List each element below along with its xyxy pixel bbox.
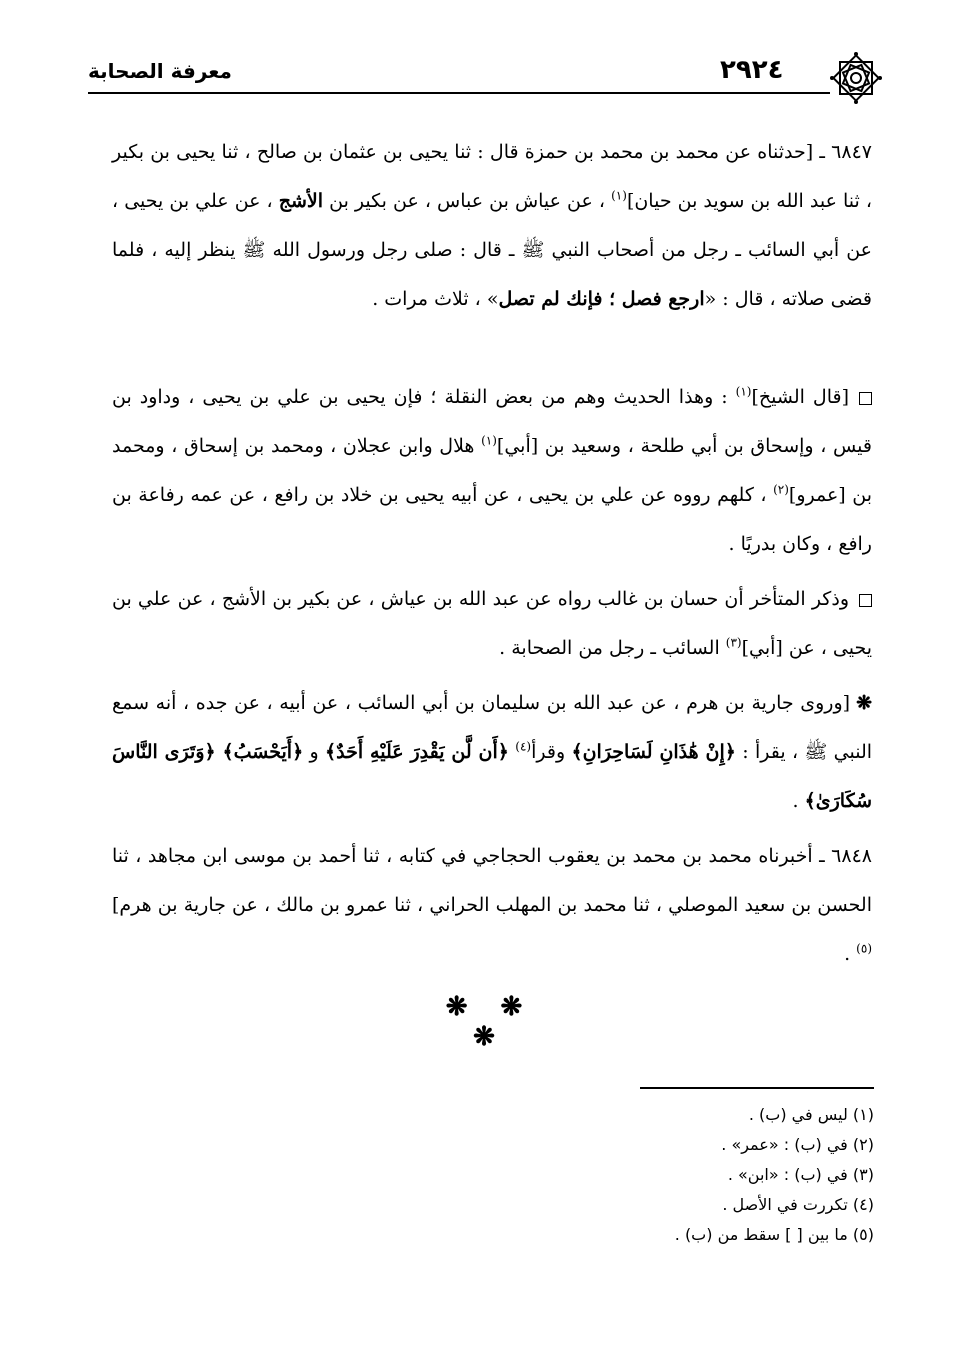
square-bullet-icon (859, 594, 872, 607)
sheikh-note (112, 373, 872, 569)
jariya-note-text-a: [وروى جارية بن هرم ، عن عبد الله بن سليمان بن أبي السائب ، عن أبيه ، عن جده ، أنه سمع النبي ﷺ ، يقرأ : (112, 692, 873, 763)
square-bullet-icon (859, 392, 872, 405)
header-title: معرفة الصحابة (88, 59, 232, 83)
footnote-ref[interactable]: (٢) (773, 482, 789, 497)
later-note (112, 575, 872, 673)
hadith-6847-bold-b: الأشج (278, 190, 324, 212)
footnote-5: (٥) ما بين [ ] سقط من (ب) . (674, 1225, 874, 1244)
footnote-2: (٢) في (ب) : «عمر» . (721, 1135, 874, 1154)
quran-verse: ﴿إِنْ هَٰذَانِ لَسَاحِرَانِ﴾ (571, 741, 736, 763)
footnote-4: (٤) تكررت في الأصل . (722, 1195, 874, 1214)
prophet-saying: ارجع فصل ؛ فإنك لم تصل (498, 288, 705, 310)
sheikh-note-text-a: [قال الشيخ] (751, 386, 849, 408)
footnote-1: (١) ليس في (ب) . (748, 1105, 874, 1124)
jariya-note (112, 679, 872, 826)
footnote-ref[interactable]: (٣) (725, 635, 742, 650)
asterisk-icon: ❋ (856, 692, 872, 714)
hadith-6847-text-d: » ، ثلاث مرات . (372, 288, 499, 310)
footnote-ref[interactable]: (١) (611, 188, 627, 203)
quran-verse: ﴿أَن لَّن يَقْدِرَ عَلَيْهِ أَحَدٌ﴾ (325, 741, 509, 763)
footnote-ref[interactable]: (١) (481, 433, 497, 448)
hadith-6848-text-b: . (844, 943, 857, 965)
jariya-note-text-d: و (303, 741, 326, 763)
footnotes (560, 1100, 874, 1250)
footnote-ref[interactable]: (١) (735, 384, 752, 399)
footnote-ref[interactable]: (٥) (856, 941, 872, 956)
later-note-text-a: وذكر المتأخر أن حسان بن غالب رواه عن عبد الله بن عياش ، عن بكير بن الأشج ، عن علي بن يحيى ، عن [أبي] (112, 588, 872, 659)
sheikh-note-text-d: ، كلهم رووه عن علي بن يحيى ، عن أبيه يحيى بن خلاد بن رافع ، عن عمه رفاعة بن رافع ، وكان بدريًا . (112, 484, 872, 555)
footnote-3: (٣) في (ب) : «ابن» . (727, 1165, 874, 1184)
footnote-ref[interactable]: (٤) (515, 739, 532, 754)
hadith-6848-text-a: ٦٨٤٨ ـ أخبرناه محمد بن محمد بن يعقوب الحجاجي في كتابه ، ثنا أحمد بن موسى ابن مجاهد ، ثنا الحسن بن سعيد الموصلي ، ثنا محمد بن المهلب الحراني ، ثنا عمرو بن مالك ، عن جارية بن هرم] (112, 845, 872, 916)
header-rule (88, 92, 830, 94)
sheikh-note-text-c: هلال وابن عجلان ، ومحمد بن إسحاق ، ومحمد بن [عمرو] (112, 435, 872, 506)
quran-verse: ﴿أَيَحْسَبُ﴾ ﴿وَتَرَى النَّاسَ سُكَارَىٰ﴾ (112, 741, 872, 812)
hadith-6847-text-a: ٦٨٤٧ ـ [حدثناه عن محمد بن محمد بن حمزة قال : ثنا يحيى بن عثمان بن صالح ، ثنا يحيى بن بكير ، ثنا عبد الله بن سويد بن حيان] (112, 141, 872, 212)
hadith-6847-text-c: ، عن علي بن يحيى ، عن أبي السائب ـ رجل من أصحاب النبي ﷺ ـ قال : صلى رجل ورسول الله ﷺ ينظر إليه ، فلما قضى صلاته ، قال : « (112, 190, 872, 310)
sheikh-note-text-b: : وهذا الحديث وهم من بعض النقلة ؛ فإن يحيى بن علي بن يحيى ، وداود بن قيس ، وإسحاق بن أبي طلحة ، وسعيد بن [أبي] (112, 386, 872, 457)
hadith-6848 (112, 832, 872, 979)
hadith-6847 (112, 128, 872, 324)
section-separator: ❋ ❋ ❋ (445, 992, 535, 1052)
footnote-rule (640, 1087, 874, 1089)
jariya-note-text-e: . (792, 790, 805, 812)
hadith-6847-text-b: ، عن عياش بن عباس ، عن بكير بن (323, 190, 612, 212)
jariya-note-text-b: وقرأ (531, 741, 572, 763)
later-note-text-b: السائب ـ رجل من الصحابة . (499, 637, 726, 659)
star-ornament-icon (828, 50, 884, 106)
page-number: ٢٩٢٤ (720, 55, 784, 85)
